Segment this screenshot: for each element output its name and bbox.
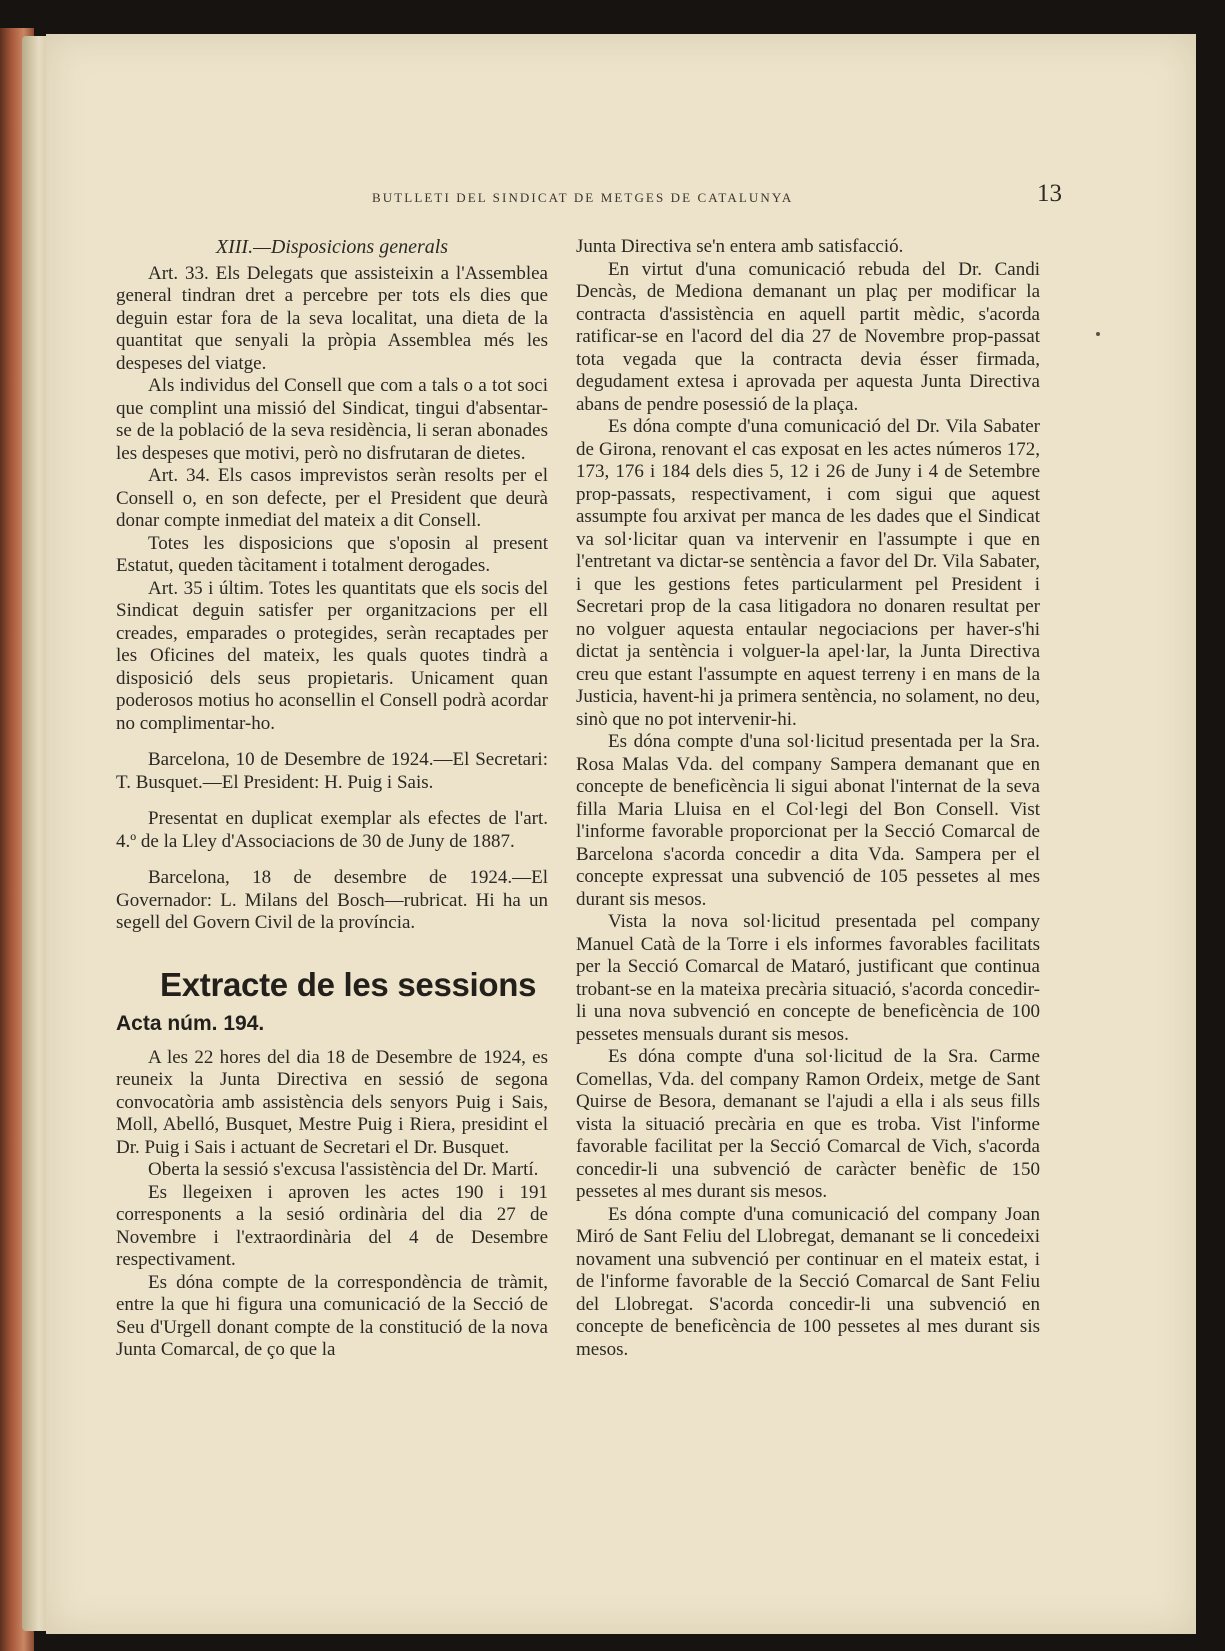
page-number: 13 bbox=[1037, 180, 1062, 207]
extract-title: Extracte de les sessions bbox=[160, 965, 537, 1003]
paragraph: Oberta la sessió s'excusa l'assistència del Dr. Martí. bbox=[148, 1159, 539, 1180]
running-title: BUTLLETI DEL SINDICAT DE METGES DE CATALUNYA bbox=[372, 190, 794, 205]
paragraph: Junta Directiva se'n entera amb satisfacció. bbox=[576, 236, 904, 257]
paragraph: Es dóna compte d'una sol·licitud presentada per la Sra. Rosa Malas Vda. del company Sampera demanant que en concepte de beneficència li sigui abonat l'internat de la seva filla Maria Lluisa en el Col·legi del Bon Consell. Vist l'informe favorable proporcionat per la Secció Comarcal de Barcelona s'acorda concedir a dita Vda. Sampera per el concepte expressat una subvenció de 105 pessetes al mes durant sis mesos. bbox=[576, 731, 1040, 910]
paragraph: Es dóna compte d'una comunicació del Dr. Vila Sabater de Girona, renovant el cas exposat en les actes números 172, 173, 176 i 184 dels dies 5, 12 i 26 de Juny i 4 de Setembre prop-passats, respectivament, i com sigui que aquest assumpte fou arxivat per manca de les dades que el Sindicat va sol·licitar quan va intervenir en l'assumpte i que en l'entretant va dictar-se sentència a favor del Dr. Vila Sabater, i que les gestions fetes particularment pel President i Secretari prop de la casa litigadora no donaren resultat per no volguer aquesta entaular negociacions per haver-s'hi dictat ja sentència i volguer-la apel·lar, la Junta Directiva creu que estant l'assumpte en aquest terreny i en mans de la Justicia, havent-hi ja primera sentència, no solament, no deu, sinò que no pot intervenir-hi. bbox=[576, 416, 1040, 730]
paragraph: En virtut d'una comunicació rebuda del Dr. Candi Dencàs, de Mediona demanant un plaç per modificar la contracta d'assistència en aquell partit mèdic, s'acorda ratificar-se en l'acord del dia 27 de Novembre prop-passat tota vegada que la contracta devia ésser firmada, degudament extesa i aprovada per aquesta Junta Directiva abans de pendre posessió de la plaça. bbox=[576, 258, 1040, 415]
paragraph: Art. 35 i últim. Totes les quantitats que els socis del Sindicat deguin satisfer per organitzacions per ell creades, emparades o protegides, seràn recaptades per les Oficines del mateix, les quals quotes tindrà a disposició dels seus propietaris. Unicament quan poderosos motius ho aconsellin el Consell podrà acordar no complimentar-ho. bbox=[116, 577, 548, 734]
paragraph: A les 22 hores del dia 18 de Desembre de 1924, es reuneix la Junta Directiva en sessió de segona convocatòria amb assistència dels senyors Puig i Sais, Moll, Abelló, Busquet, Mestre Puig i Riera, presidint el Dr. Puig i Sais i actuant de Secretari el Dr. Busquet. bbox=[116, 1046, 548, 1158]
acta-title: Acta núm. 194. bbox=[116, 1011, 265, 1035]
paragraph: Es dóna compte d'una comunicació del company Joan Miró de Sant Feliu del Llobregat, demanant se li concedeixi novament una subvenció per continuar en el mateix estat, i de l'informe favorable de la Secció Comarcal de Sant Feliu del Llobregat. S'acorda concedir-li una subvenció en concepte de beneficència de 100 pessetes al mes durant sis mesos. bbox=[576, 1203, 1040, 1360]
paragraph: Es llegeixen i aproven les actes 190 i 191 corresponents a la sesió ordinària del dia 27 de Novembre i l'extraordinària del 4 de Desembre respectivament. bbox=[116, 1181, 548, 1270]
section-heading: XIII.—Disposicions generals bbox=[215, 236, 449, 258]
paragraph: Presentat en duplicat exemplar als efectes de l'art. 4.º de la Lley d'Associacions de 30 de Juny de 1887. bbox=[116, 808, 548, 852]
paragraph: Vista la nova sol·licitud presentada pel company Manuel Catà de la Torre i els informes favorables facilitats per la Secció Comarcal de Mataró, justificant que continua trobant-se en la mateixa precària situació, s'acorda concedir-li una nova subvenció en concepte de beneficència de 100 pessetes mensuals durant sis mesos. bbox=[576, 911, 1040, 1045]
left-column bbox=[116, 236, 548, 1362]
document-page bbox=[46, 34, 1196, 1634]
signature-paragraph: Barcelona, 10 de Desembre de 1924.—El Secretari: T. Busquet.—El President: H. Puig i Sais. bbox=[116, 749, 548, 793]
right-column bbox=[576, 236, 1040, 1361]
paragraph: Als individus del Consell que com a tals o a tot soci que complint una missió del Sindicat, tingui d'absentar-se de la població de la seva residència, li seran abonades les despeses que motivi, però no disfrutaran de dietes. bbox=[116, 375, 548, 464]
paragraph: Es dóna compte d'una sol·licitud de la Sra. Carme Comellas, Vda. del company Ramon Ordeix, metge de Sant Quirse de Besora, demanant se l'ajudi a ella i als seus fills vista la situació precària en que es troba. Vist l'informe favorable facilitat per la Secció Comarcal de Vich, s'acorda concedir-li una subvenció de caràcter benèfic de 150 pessetes al mes durant sis mesos. bbox=[576, 1046, 1040, 1202]
paragraph: Art. 34. Els casos imprevistos seràn resolts per el Consell o, en son defecte, per el President que deurà donar compte inmediat del mateix a dit Consell. bbox=[116, 465, 548, 531]
paragraph: Barcelona, 18 de desembre de 1924.—El Governador: L. Milans del Bosch—rubricat. Hi ha un segell del Govern Civil de la província. bbox=[116, 867, 548, 933]
paragraph: Art. 33. Els Delegats que assisteixin a l'Assemblea general tindran dret a percebre per tots els dies que deguin estar fora de la seva localitat, una dieta de la quantitat que senyali la pròpia Assemblea més les despeses del viatge. bbox=[116, 262, 548, 374]
paragraph: Totes les disposicions que s'oposin al present Estatut, queden tàcitament i totalment derogades. bbox=[116, 532, 548, 576]
margin-mark bbox=[1096, 332, 1100, 336]
paragraph: Es dóna compte de la correspondència de tràmit, entre la que hi figura una comunicació de la Secció de Seu d'Urgell donant compte de la constitució de la nova Junta Comarcal, de ço que la bbox=[116, 1271, 548, 1360]
